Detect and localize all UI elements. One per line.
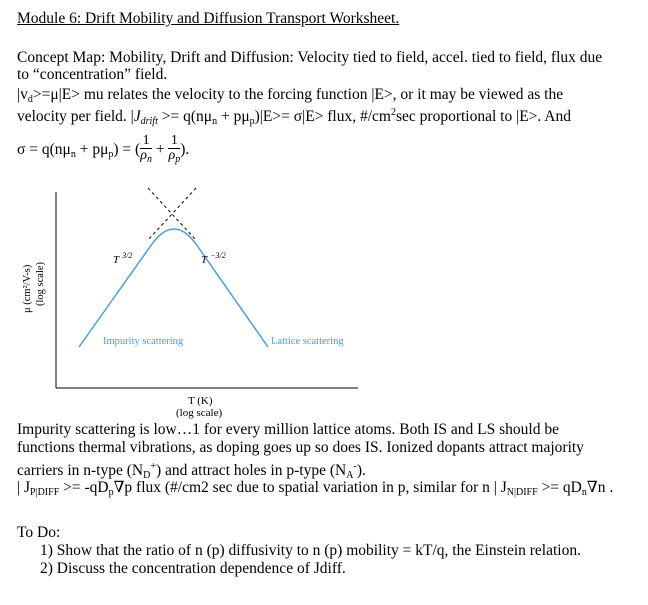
- fraction-rho-p: $\frac{1}{\rho_p}$: [168, 133, 181, 165]
- concept-line-2: to “concentration” field.: [17, 66, 168, 83]
- concept-line-3: $|v_d>=\mu|E>$ mu relates the velocity to the forcing function |E>, or it may be viewed as the: [17, 86, 564, 105]
- y-axis-scale-label: (log scale): [35, 261, 46, 306]
- lattice-scattering-label: Lattice scattering: [271, 336, 344, 347]
- t-right-label: T $^{-3/2}$: [201, 251, 226, 266]
- todo-item: 1) Show that the ratio of n (p) diffusivity to n (p) mobility = kT/q, the Einstein relation.: [40, 542, 581, 559]
- concept-line-4: velocity per field. $|J_{drift} >= q(n\mu_n + p\mu_p)|E>= \sigma|E>$ flux, $\#/cm^2\sec$ proportional to |E>. And: [17, 107, 571, 127]
- body-line-1: Impurity scattering is low…1 for every million lattice atoms. Both IS and LS should be: [17, 421, 559, 438]
- x-axis-scale-label: (log scale): [176, 407, 223, 419]
- todo-item: 2) Discuss the concentration dependence of Jdiff.: [40, 560, 346, 577]
- todo-heading: To Do:: [17, 524, 61, 541]
- t-left-label: T $^{3/2}$: [113, 251, 133, 266]
- body-line-3: carriers in n-type $(N_D^+)$ and attract holes in p-type $(N_A^-)$.: [17, 461, 366, 481]
- concept-line-1: Concept Map: Mobility, Drift and Diffusion: Velocity tied to field, accel. tied to field, flux due: [17, 49, 603, 66]
- page-title: Module 6: Drift Mobility and Diffusion Transport Worksheet.: [17, 10, 400, 27]
- sigma-equation: $\sigma = q(n\mu_n + p\mu_p)$ = ( $\frac{1}{\rho_n}$ + $\frac{1}{\rho_p}$ ).: [17, 133, 190, 165]
- impurity-scattering-label: Impurity scattering: [103, 336, 184, 347]
- mobility-curve: [79, 229, 268, 347]
- fraction-rho-n: $\frac{1}{\rho_n}$: [140, 133, 152, 165]
- y-axis-label: μ (cm²/V-s): [22, 264, 33, 313]
- body-line-2: functions thermal vibrations, as doping goes up so does IS. Ionized dopants attract majority: [17, 439, 584, 456]
- body-line-4: | $J_{P|DIFF} >= -qD_p\nabla p$ flux (#/cm2 sec due to spatial variation in p, similar for n | $J_{N|DIFF} >= qD_n\nabla n$ .: [17, 479, 614, 498]
- x-axis-label: T (K): [188, 395, 213, 407]
